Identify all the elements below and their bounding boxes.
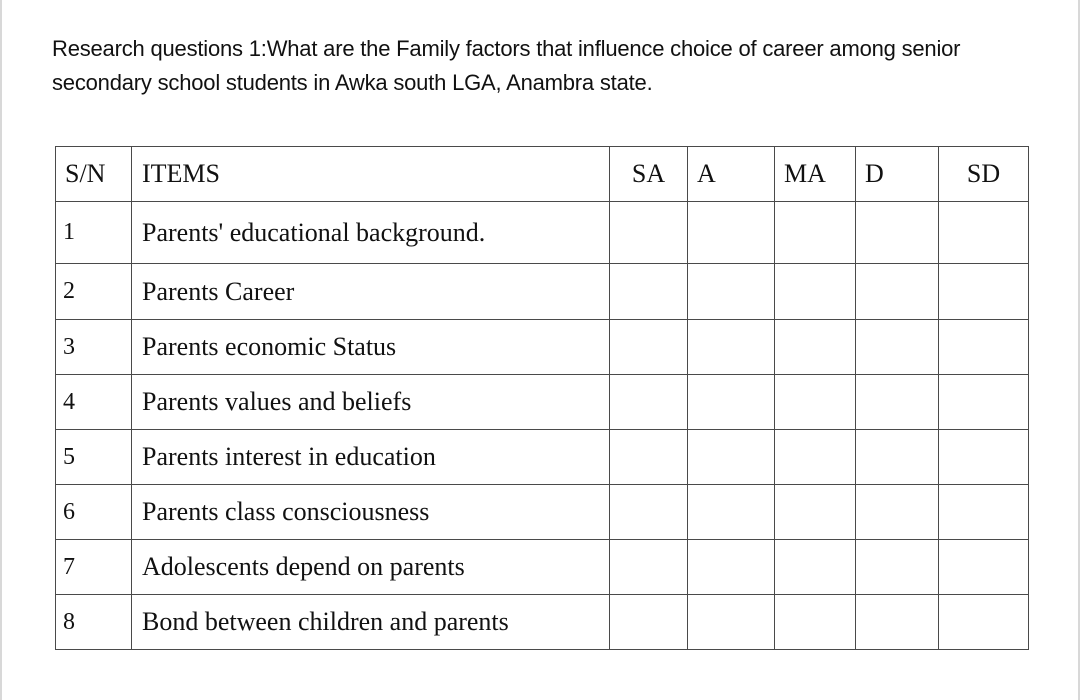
row-item: Parents Career [132, 264, 610, 320]
header-a: A [688, 147, 775, 202]
research-question-heading [52, 32, 1052, 100]
cell-d [856, 202, 939, 264]
cell-sa [610, 375, 688, 430]
cell-sd [939, 430, 1029, 485]
cell-d [856, 595, 939, 650]
table-row [56, 430, 1029, 485]
cell-ma [775, 540, 856, 595]
row-sn: 7 [56, 540, 132, 595]
questionnaire-table [55, 146, 1029, 650]
header-sa: SA [610, 147, 688, 202]
cell-d [856, 320, 939, 375]
row-item: Parents' educational background. [132, 202, 610, 264]
cell-ma [775, 264, 856, 320]
cell-a [688, 430, 775, 485]
cell-d [856, 430, 939, 485]
cell-sa [610, 264, 688, 320]
cell-ma [775, 430, 856, 485]
cell-sa [610, 595, 688, 650]
row-item: Parents economic Status [132, 320, 610, 375]
row-sn: 2 [56, 264, 132, 320]
cell-a [688, 540, 775, 595]
cell-sa [610, 430, 688, 485]
table-header-row [56, 147, 1029, 202]
cell-a [688, 202, 775, 264]
row-item: Parents interest in education [132, 430, 610, 485]
row-sn: 3 [56, 320, 132, 375]
row-item: Adolescents depend on parents [132, 540, 610, 595]
cell-a [688, 320, 775, 375]
table-row [56, 375, 1029, 430]
cell-sd [939, 202, 1029, 264]
row-sn: 5 [56, 430, 132, 485]
table-row [56, 595, 1029, 650]
row-sn: 6 [56, 485, 132, 540]
cell-ma [775, 485, 856, 540]
row-sn: 8 [56, 595, 132, 650]
row-item: Bond between children and parents [132, 595, 610, 650]
table-row [56, 202, 1029, 264]
table-row [56, 320, 1029, 375]
header-sd: SD [939, 147, 1029, 202]
cell-a [688, 375, 775, 430]
cell-sa [610, 540, 688, 595]
cell-ma [775, 375, 856, 430]
heading-line-2: secondary school students in Awka south LGA, Anambra state. [52, 70, 653, 95]
cell-sd [939, 485, 1029, 540]
cell-a [688, 595, 775, 650]
header-sn: S/N [56, 147, 132, 202]
row-sn: 1 [56, 202, 132, 264]
cell-a [688, 264, 775, 320]
cell-d [856, 375, 939, 430]
cell-sd [939, 375, 1029, 430]
table-row [56, 264, 1029, 320]
row-item: Parents class consciousness [132, 485, 610, 540]
cell-sd [939, 264, 1029, 320]
header-items: ITEMS [132, 147, 610, 202]
cell-a [688, 485, 775, 540]
cell-sd [939, 540, 1029, 595]
page-left-edge [0, 0, 2, 700]
cell-sd [939, 320, 1029, 375]
cell-d [856, 264, 939, 320]
cell-ma [775, 202, 856, 264]
heading-line-1: Research questions 1:What are the Family factors that influence choice of career among senior [52, 36, 961, 61]
cell-sd [939, 595, 1029, 650]
cell-d [856, 485, 939, 540]
cell-sa [610, 320, 688, 375]
header-d: D [856, 147, 939, 202]
cell-sa [610, 485, 688, 540]
table-row [56, 485, 1029, 540]
cell-ma [775, 320, 856, 375]
row-sn: 4 [56, 375, 132, 430]
cell-ma [775, 595, 856, 650]
row-item: Parents values and beliefs [132, 375, 610, 430]
table-row [56, 540, 1029, 595]
cell-d [856, 540, 939, 595]
cell-sa [610, 202, 688, 264]
header-ma: MA [775, 147, 856, 202]
